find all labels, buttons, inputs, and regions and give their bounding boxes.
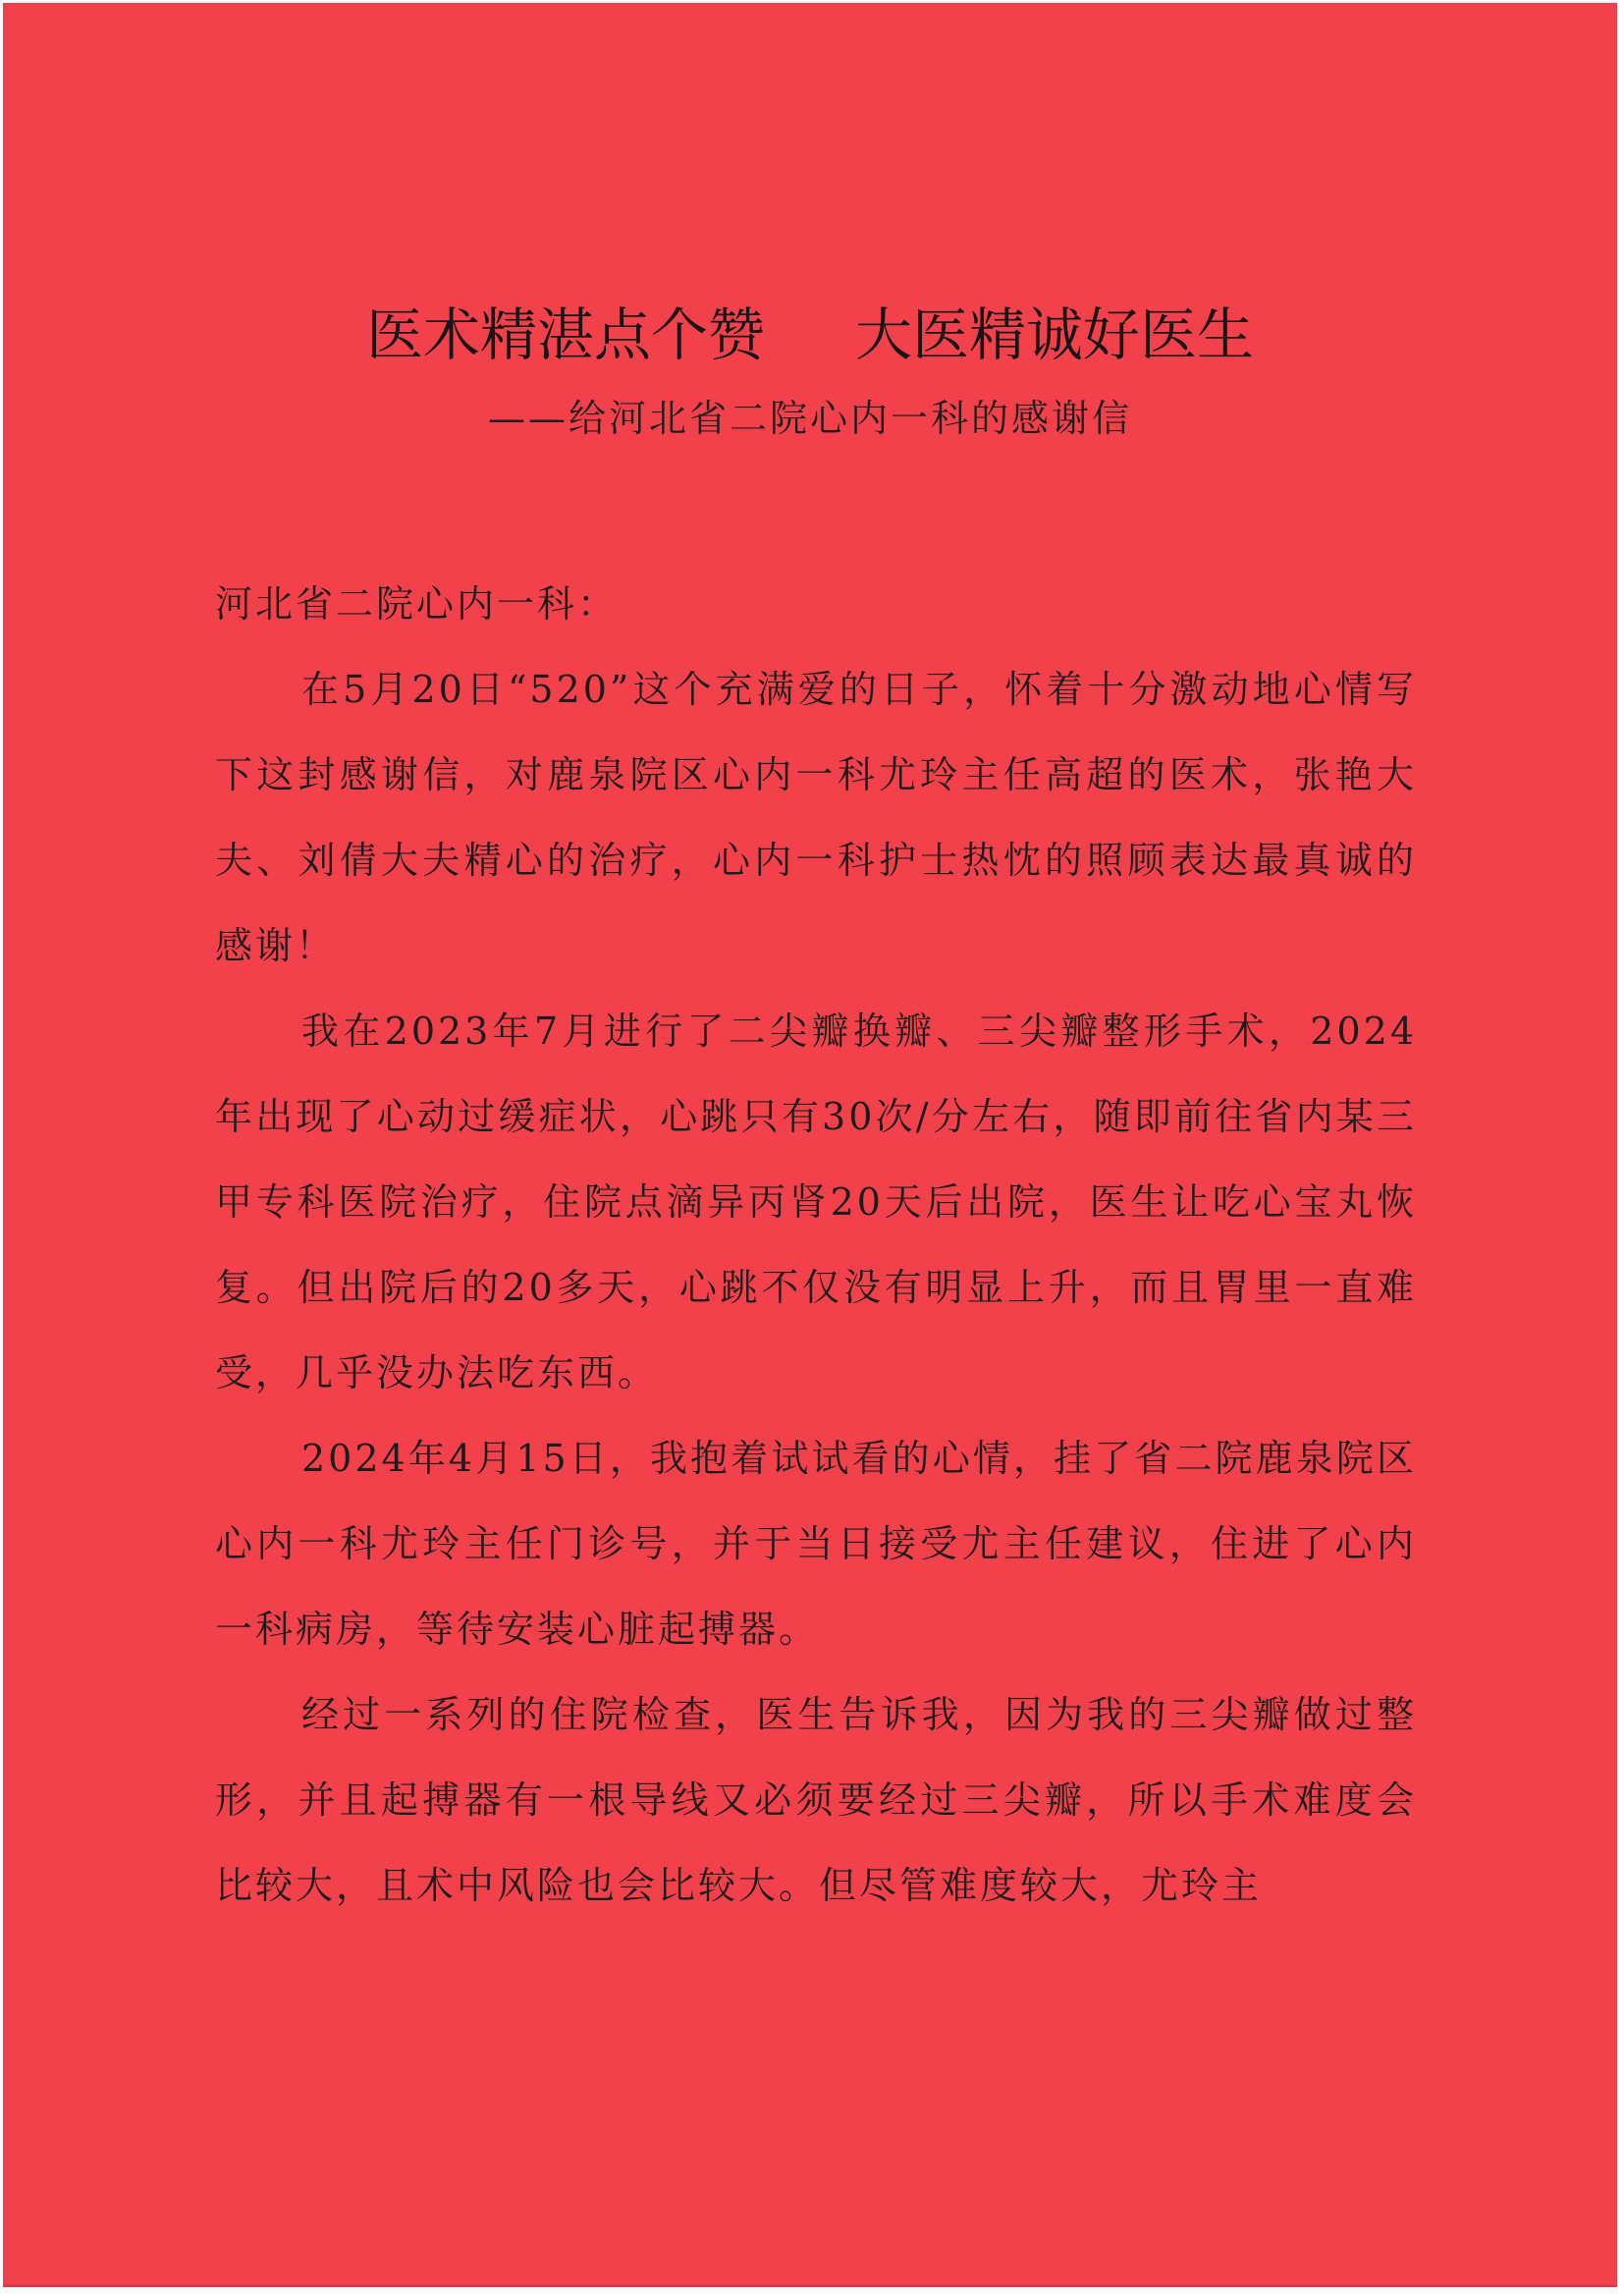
paragraph-3: 2024年4月15日，我抱着试试看的心情，挂了省二院鹿泉院区心内一科尤玲主任门诊号，并于当日接受尤主任建议，住进了心内一科病房，等待安装心脏起搏器。 <box>215 1437 1417 1651</box>
paragraph-4: 经过一系列的住院检查，医生告诉我，因为我的三尖瓣做过整形，并且起搏器有一根导线又必须要经过三尖瓣，所以手术难度会比较大，且术中风险也会比较大。但尽管难度较大，尤玲主 <box>215 1693 1417 1907</box>
salutation: 河北省二院心内一科： <box>215 582 619 626</box>
title-part-1: 医术精湛点个赞 <box>365 301 765 368</box>
letter-body <box>215 562 1417 1929</box>
letter-page <box>3 3 1617 2287</box>
page-edge-divider <box>3 2284 1617 2287</box>
title-part-2: 大医精诚好医生 <box>855 301 1255 368</box>
paragraph-1: 在5月20日“520”这个充满爱的日子，怀着十分激动地心情写下这封感谢信，对鹿泉院区心内一科尤玲主任高超的医术，张艳大夫、刘倩大夫精心的治疗，心内一科护士热忱的照顾表达最真诚的感谢！ <box>215 668 1417 967</box>
paragraph-2: 我在2023年7月进行了二尖瓣换瓣、三尖瓣整形手术，2024年出现了心动过缓症状，心跳只有30次/分左右，随即前往省内某三甲专科医院治疗，住院点滴异丙肾20天后出院，医生让吃心宝丸恢复。但出院后的20多天，心跳不仅没有明显上升，而且胃里一直难受，几乎没办法吃东西。 <box>215 1010 1417 1394</box>
letter-subtitle: ——给河北省二院心内一科的感谢信 <box>487 397 1132 440</box>
letter-title <box>3 296 1617 374</box>
